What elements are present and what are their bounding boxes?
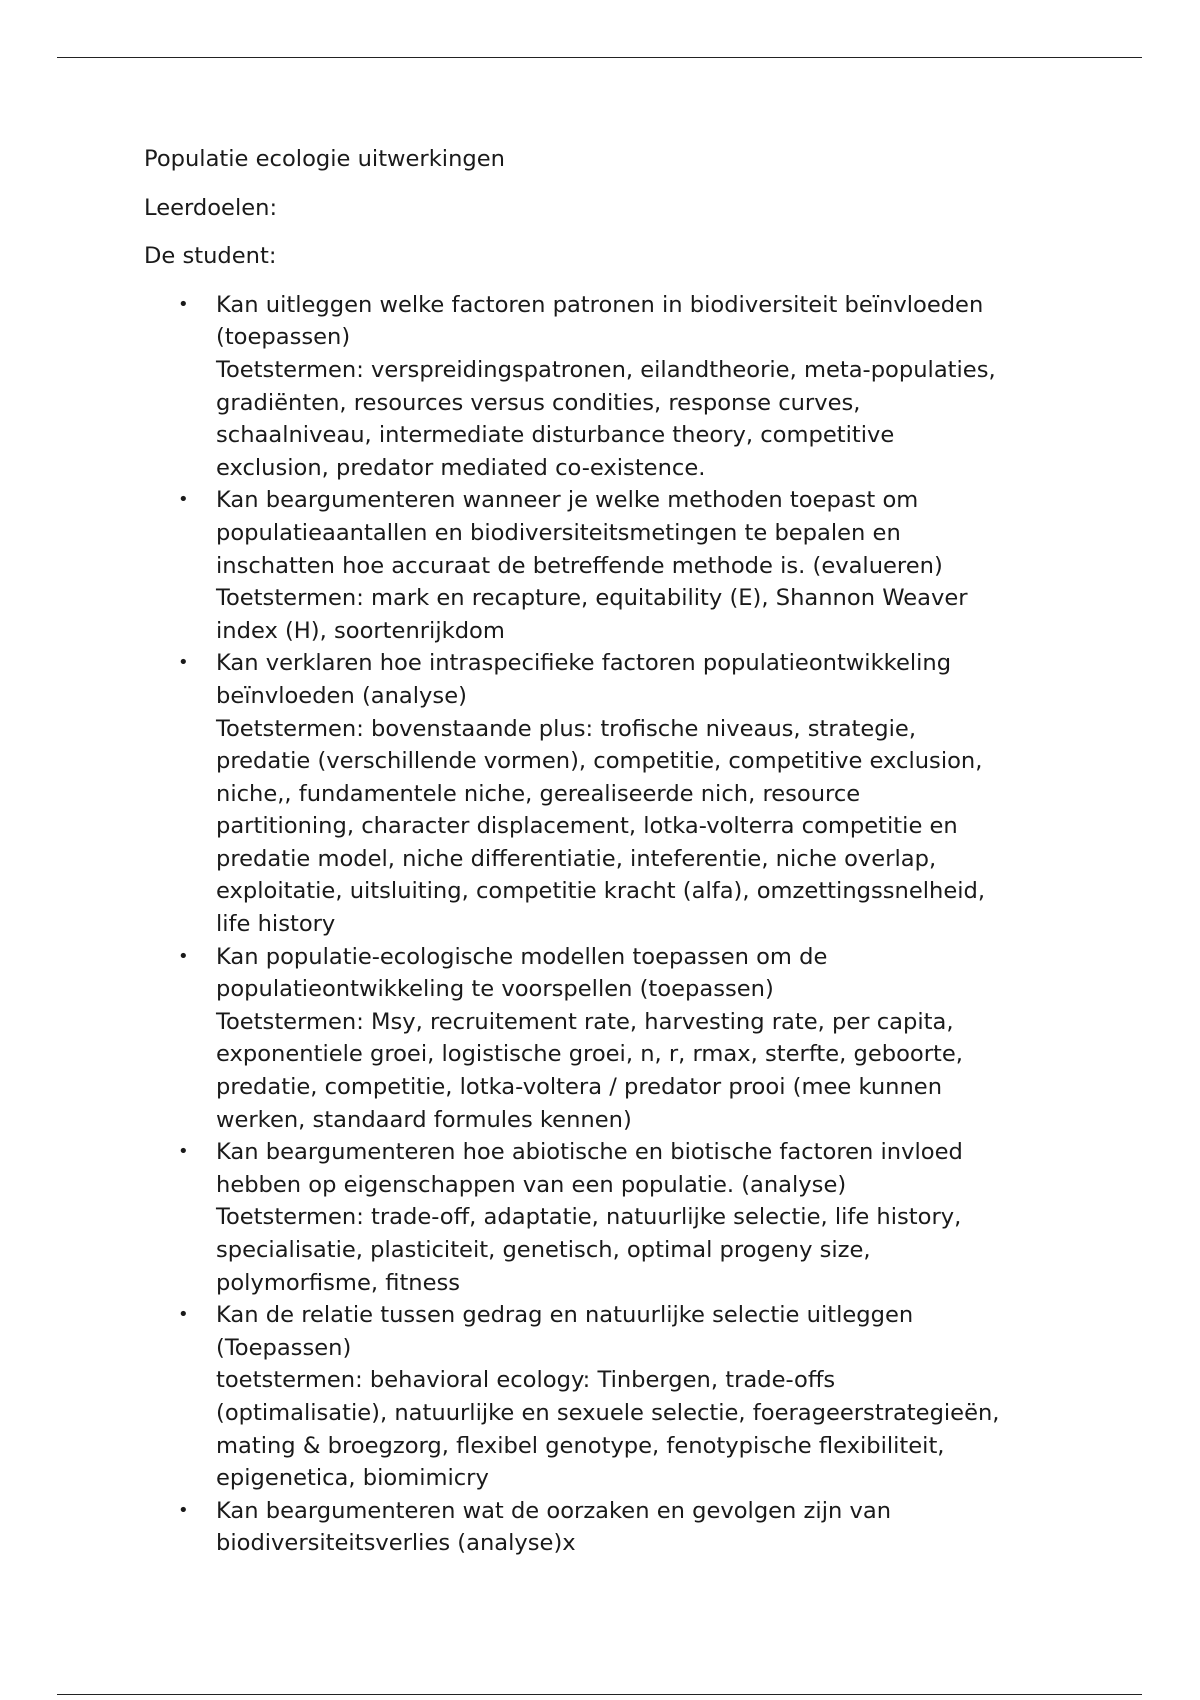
- objective-text-line: inschatten hoe accuraat de betreffende methode is. (evalueren): [216, 552, 943, 579]
- objective-text-line: (Toepassen): [216, 1334, 352, 1361]
- objective-text-line: populatieontwikkeling te voorspellen (toepassen): [216, 976, 774, 1003]
- toetstermen-text-line: specialisatie, plasticiteit, genetisch, optimal progeny size,: [216, 1237, 871, 1263]
- list-item: [144, 1299, 1084, 1495]
- objective-text-line: Kan populatie-ecologische modellen toepassen om de: [216, 943, 828, 970]
- toetstermen-text-line: Toetstermen: bovenstaande plus: trofische niveaus, strategie,: [216, 715, 917, 742]
- objective-text-line: biodiversiteitsverlies (analyse)x: [216, 1530, 576, 1557]
- toetstermen-text-line: exclusion, predator mediated co-existence.: [216, 454, 706, 481]
- objective-text-line: Kan beargumenteren hoe abiotische en biotische factoren invloed: [216, 1139, 963, 1166]
- toetstermen-text-line: toetstermen: behavioral ecology: Tinbergen, trade-offs: [216, 1367, 836, 1394]
- document-body: [144, 143, 1084, 1560]
- toetstermen-text-line: predatie, competitie, lotka-voltera / predator prooi (mee kunnen: [216, 1074, 943, 1101]
- toetstermen-text-line: mating & broegzorg, flexibel genotype, fenotypische flexibiliteit,: [216, 1432, 945, 1459]
- list-item: [144, 1495, 1084, 1560]
- toetstermen-text-line: gradiënten, resources versus condities, response curves,: [216, 389, 861, 416]
- toetstermen-text-line: (optimalisatie), natuurlijke en sexuele selectie, foerageerstrategieën,: [216, 1399, 1000, 1426]
- intro-line: De student:: [144, 243, 277, 270]
- objective-text-line: (toepassen): [216, 324, 351, 351]
- bullet-icon: •: [178, 1499, 189, 1521]
- objective-text-line: Kan beargumenteren wanneer je welke methoden toepast om: [216, 487, 919, 514]
- toetstermen-text-line: werken, standaard formules kennen): [216, 1106, 632, 1133]
- objective-text-line: populatieaantallen en biodiversiteitsmetingen te bepalen en: [216, 519, 901, 546]
- objective-text-line: Kan beargumenteren wat de oorzaken en gevolgen zijn van: [216, 1497, 892, 1524]
- toetstermen-text-line: Toetstermen: trade-off, adaptatie, natuurlijke selectie, life history,: [216, 1204, 962, 1231]
- toetstermen-text-line: Toetstermen: Msy, recruitement rate, harvesting rate, per capita,: [216, 1008, 954, 1035]
- bullet-icon: •: [178, 1304, 189, 1326]
- objective-text-line: beïnvloeden (analyse): [216, 682, 467, 709]
- list-item: [144, 1136, 1084, 1299]
- toetstermen-text-line: index (H), soortenrijkdom: [216, 617, 505, 644]
- bullet-icon: •: [178, 293, 189, 315]
- top-rule: [57, 57, 1142, 58]
- toetstermen-text-line: exploitatie, uitsluiting, competitie kracht (alfa), omzettingssnelheid,: [216, 878, 986, 905]
- bottom-rule: [57, 1694, 1142, 1695]
- objective-text-line: Kan uitleggen welke factoren patronen in biodiversiteit beïnvloeden: [216, 291, 984, 318]
- objective-text-line: Kan verklaren hoe intraspecifieke factoren populatieontwikkeling: [216, 650, 952, 677]
- toetstermen-text-line: exponentiele groei, logistische groei, n, r, rmax, sterfte, geboorte,: [216, 1041, 963, 1068]
- toetstermen-text-line: niche,, fundamentele niche, gerealiseerde nich, resource: [216, 780, 861, 807]
- list-item: [144, 289, 1084, 485]
- document-title: Populatie ecologie uitwerkingen: [144, 146, 505, 172]
- list-item: [144, 484, 1084, 647]
- objective-text-line: hebben op eigenschappen van een populatie. (analyse): [216, 1171, 847, 1198]
- toetstermen-text-line: life history: [216, 911, 336, 938]
- section-heading: Leerdoelen:: [144, 194, 278, 221]
- toetstermen-text-line: polymorfisme, fitness: [216, 1269, 461, 1296]
- list-item: [144, 647, 1084, 940]
- toetstermen-text-line: partitioning, character displacement, lotka-volterra competitie en: [216, 813, 958, 840]
- list-item: [144, 941, 1084, 1137]
- toetstermen-text-line: predatie model, niche differentiatie, inteferentie, niche overlap,: [216, 845, 937, 872]
- toetstermen-text-line: epigenetica, biomimicry: [216, 1465, 489, 1492]
- bullet-icon: •: [178, 489, 189, 511]
- objective-text-line: Kan de relatie tussen gedrag en natuurlijke selectie uitleggen: [216, 1302, 914, 1329]
- toetstermen-text-line: Toetstermen: verspreidingspatronen, eilandtheorie, meta-populaties,: [216, 356, 996, 383]
- toetstermen-text-line: predatie (verschillende vormen), competitie, competitive exclusion,: [216, 748, 983, 775]
- toetstermen-text-line: Toetstermen: mark en recapture, equitability (E), Shannon Weaver: [216, 585, 968, 612]
- learning-objectives-list: [144, 289, 1084, 1560]
- bullet-icon: •: [178, 945, 189, 967]
- bullet-icon: •: [178, 1141, 189, 1163]
- bullet-icon: •: [178, 652, 189, 674]
- toetstermen-text-line: schaalniveau, intermediate disturbance theory, competitive: [216, 422, 895, 449]
